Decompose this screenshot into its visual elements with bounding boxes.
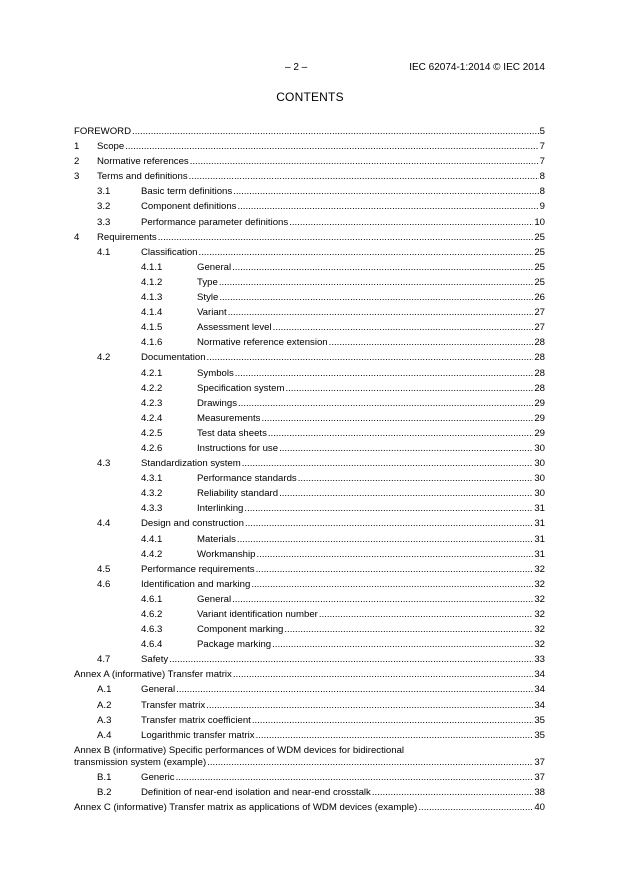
toc-entry-title: Variant — [197, 307, 227, 319]
dot-leader — [245, 516, 533, 531]
toc-entry[interactable] — [74, 743, 545, 770]
toc-entry-page: 40 — [534, 802, 545, 814]
dot-leader — [279, 441, 533, 456]
toc-entry-page: 30 — [534, 473, 545, 485]
toc-entry-title: Annex A (informative) Transfer matrix — [74, 669, 232, 681]
toc-entry-title: Basic term definitions — [141, 186, 233, 198]
toc-entry-title: Scope — [97, 141, 125, 153]
toc-entry-title: Logarithmic transfer matrix — [141, 729, 255, 741]
dot-leader — [237, 199, 538, 214]
toc-entry-page: 32 — [534, 624, 545, 636]
toc-entry-title: Measurements — [197, 412, 261, 424]
toc-entry-page: 30 — [534, 458, 545, 470]
toc-entry-number: 3 — [74, 171, 80, 183]
dot-leader — [289, 215, 533, 230]
toc-entry[interactable] — [74, 652, 545, 667]
toc-entry-number: 3.3 — [97, 216, 111, 228]
toc-entry-number: 4.2.5 — [141, 427, 163, 439]
toc-entry-page: 5 — [539, 126, 545, 137]
toc-entry[interactable] — [74, 426, 545, 441]
toc-entry-page: 31 — [534, 503, 545, 515]
toc-entry-number: 4.6 — [97, 578, 111, 590]
toc-entry-page: 31 — [534, 548, 545, 560]
toc-entry-number: 4.6.2 — [141, 609, 163, 620]
toc-entry[interactable] — [74, 139, 545, 154]
toc-entry-number: 4.2.3 — [141, 397, 163, 409]
toc-entry-page: 8 — [539, 186, 545, 198]
toc-entry-title: Terms and definitions — [97, 171, 188, 183]
toc-entry-number: 4.4.1 — [141, 533, 163, 545]
toc-entry[interactable] — [74, 577, 545, 592]
dot-leader — [244, 501, 533, 516]
toc-entry-page: 37 — [534, 756, 545, 768]
toc-entry-title: Definition of near-end isolation and near-end crosstalk — [141, 786, 371, 798]
dot-leader — [176, 770, 534, 785]
toc-entry-title: Symbols — [197, 367, 234, 379]
toc-entry[interactable] — [74, 335, 545, 350]
toc-entry-title: Normative references — [97, 156, 189, 168]
toc-entry-title: FOREWORD — [74, 126, 132, 137]
toc-entry-title: Normative reference extension — [197, 337, 328, 349]
toc-entry-title: Type — [197, 276, 218, 288]
dot-leader — [238, 396, 533, 411]
toc-entry-title: Documentation — [141, 352, 206, 364]
toc-entry-title: Workmanship — [197, 548, 256, 560]
toc-entry[interactable] — [74, 471, 545, 486]
toc-entry-number: 4.1.4 — [141, 307, 163, 319]
toc-entry-page: 37 — [534, 771, 545, 783]
toc-entry-page: 28 — [534, 382, 545, 394]
toc-entry-number: 4.1.1 — [141, 261, 163, 273]
toc-entry[interactable] — [74, 456, 545, 471]
toc-entry[interactable] — [74, 607, 545, 622]
toc-entry-number: 1 — [74, 141, 80, 153]
toc-entry-title: Drawings — [197, 397, 237, 409]
toc-entry-title: Package marking — [197, 639, 272, 651]
toc-entry-title: Test data sheets — [197, 427, 267, 439]
table-of-contents — [74, 124, 545, 815]
toc-entry-title: Assessment level — [197, 322, 272, 334]
toc-entry-title: Transfer matrix — [141, 699, 206, 711]
dot-leader — [125, 139, 538, 154]
dot-leader — [279, 486, 533, 501]
dot-leader — [272, 637, 533, 652]
toc-entry[interactable] — [74, 637, 545, 652]
toc-entry[interactable] — [74, 800, 545, 815]
toc-entry-page: 29 — [534, 412, 545, 424]
toc-entry-number: 4.1.5 — [141, 322, 163, 334]
toc-entry-page: 32 — [534, 578, 545, 590]
toc-entry-number: 4.1.2 — [141, 276, 163, 288]
toc-entry-page: 32 — [534, 639, 545, 651]
toc-entry[interactable] — [74, 441, 545, 456]
toc-entry-title: Requirements — [97, 231, 157, 243]
toc-entry-number: 4.3.3 — [141, 503, 163, 515]
toc-entry-page: 31 — [534, 518, 545, 530]
toc-entry[interactable] — [74, 562, 545, 577]
dot-leader — [176, 682, 533, 697]
toc-entry-number: 4.7 — [97, 654, 111, 666]
toc-entry[interactable] — [74, 184, 545, 199]
toc-entry[interactable] — [74, 290, 545, 305]
toc-entry-page: 34 — [534, 669, 545, 681]
dot-leader — [232, 592, 533, 607]
toc-entry-page: 32 — [534, 563, 545, 575]
toc-entry-page: 27 — [534, 307, 545, 319]
dot-leader — [235, 366, 534, 381]
dot-leader — [190, 154, 539, 169]
contents-title: CONTENTS — [276, 90, 344, 104]
toc-entry-page: 35 — [534, 729, 545, 741]
page-number: – 2 – — [285, 62, 308, 73]
toc-entry-number: 4.4.2 — [141, 548, 163, 560]
toc-entry-number: 3.2 — [97, 201, 111, 213]
toc-entry-page: 7 — [539, 141, 545, 153]
toc-entry[interactable] — [74, 215, 545, 230]
toc-entry-number: 4.2.6 — [141, 442, 163, 454]
toc-entry[interactable] — [74, 396, 545, 411]
toc-entry-page: 34 — [534, 684, 545, 696]
toc-entry-number: A.3 — [97, 714, 112, 726]
toc-entry-number: 4.5 — [97, 563, 111, 575]
toc-entry-page: 25 — [534, 231, 545, 243]
dot-leader — [319, 607, 533, 622]
toc-entry-page: 32 — [534, 609, 545, 620]
toc-entry-page: 28 — [534, 352, 545, 364]
toc-entry-page: 38 — [534, 786, 545, 798]
toc-entry[interactable] — [74, 547, 545, 562]
toc-entry-page: 9 — [539, 201, 545, 213]
dot-leader — [252, 713, 533, 728]
toc-entry-title: General — [141, 684, 176, 696]
toc-entry-number: 4.6.4 — [141, 639, 163, 651]
toc-entry-page: 30 — [534, 442, 545, 454]
toc-entry-number: 4.2 — [97, 352, 111, 364]
toc-entry-number: 3.1 — [97, 186, 111, 198]
toc-entry-number: 4.2.1 — [141, 367, 163, 379]
dot-leader — [189, 169, 539, 184]
toc-entry-title: General — [197, 261, 232, 273]
dot-leader — [207, 350, 534, 365]
toc-entry-title: Variant identification number — [197, 609, 318, 620]
toc-entry-title: Component definitions — [141, 201, 237, 213]
toc-entry-title: Identification and marking — [141, 578, 251, 590]
toc-entry-title: Annex B (informative) Specific performances of WDM devices for bidirectional — [74, 744, 405, 756]
toc-entry[interactable] — [74, 124, 545, 139]
toc-entry-page: 30 — [534, 488, 545, 500]
toc-entry-page: 25 — [534, 261, 545, 273]
toc-entry-page: 25 — [534, 246, 545, 258]
toc-entry-title: Component marking — [197, 624, 284, 636]
toc-entry-title: Performance requirements — [141, 563, 255, 575]
dot-leader — [242, 456, 534, 471]
dot-leader — [251, 577, 533, 592]
toc-entry-title: Interlinking — [197, 503, 244, 515]
dot-leader — [132, 124, 539, 139]
toc-entry[interactable] — [74, 381, 545, 396]
toc-entry-number: A.1 — [97, 684, 112, 696]
toc-entry[interactable] — [74, 154, 545, 169]
toc-entry-page: 34 — [534, 699, 545, 711]
toc-entry-number: 4.6.1 — [141, 593, 163, 605]
toc-entry-number: 4.2.2 — [141, 382, 163, 394]
toc-entry-page: 31 — [534, 533, 545, 545]
dot-leader — [268, 426, 533, 441]
toc-entry[interactable] — [74, 770, 545, 785]
toc-entry[interactable] — [74, 411, 545, 426]
dot-leader — [232, 260, 533, 275]
toc-entry-number: 4.1 — [97, 246, 111, 258]
toc-entry-number: 4 — [74, 231, 80, 243]
toc-entry-title: Transfer matrix coefficient — [141, 714, 251, 726]
toc-entry[interactable] — [74, 728, 545, 743]
toc-entry-title: Design and construction — [141, 518, 244, 530]
toc-entry[interactable] — [74, 698, 545, 713]
toc-entry-title: Performance standards — [197, 473, 297, 485]
toc-entry[interactable] — [74, 245, 545, 260]
dot-leader — [169, 652, 533, 667]
toc-entry-page: 10 — [534, 216, 545, 228]
dot-leader — [372, 785, 533, 800]
toc-entry-title: Performance parameter definitions — [141, 216, 289, 228]
toc-entry-number: 4.3.1 — [141, 473, 163, 485]
toc-entry-number: 4.1.3 — [141, 292, 163, 304]
toc-entry-number: 4.1.6 — [141, 337, 163, 349]
toc-entry-page: 29 — [534, 427, 545, 439]
toc-entry-page: 33 — [534, 654, 545, 666]
dot-leader — [158, 230, 534, 245]
toc-entry-number: A.4 — [97, 729, 112, 741]
toc-entry-number: 4.2.4 — [141, 412, 163, 424]
dot-leader — [219, 275, 534, 290]
toc-entry[interactable] — [74, 501, 545, 516]
dot-leader — [329, 335, 534, 350]
toc-entry-number: B.2 — [97, 786, 112, 798]
toc-entry-title-continued: transmission system (example) — [74, 756, 207, 768]
toc-entry-page: 8 — [539, 171, 545, 183]
dot-leader — [206, 698, 533, 713]
toc-entry-number: 2 — [74, 156, 80, 168]
toc-entry[interactable] — [74, 199, 545, 214]
toc-entry-title: Materials — [197, 533, 236, 545]
toc-entry-title: Reliability standard — [197, 488, 279, 500]
toc-entry-page: 28 — [534, 367, 545, 379]
toc-entry-number: 4.3.2 — [141, 488, 163, 500]
dot-leader — [228, 305, 534, 320]
dot-leader — [199, 245, 534, 260]
toc-entry-number: 4.4 — [97, 518, 111, 530]
toc-entry-page: 7 — [539, 156, 545, 168]
toc-entry-page: 26 — [534, 292, 545, 304]
dot-leader — [418, 800, 533, 815]
toc-entry-page: 32 — [534, 593, 545, 605]
dot-leader — [207, 755, 533, 770]
dot-leader — [298, 471, 534, 486]
toc-entry-number: 4.3 — [97, 458, 111, 470]
toc-entry-number: B.1 — [97, 771, 112, 783]
dot-leader — [256, 562, 534, 577]
toc-entry[interactable] — [74, 713, 545, 728]
toc-entry[interactable] — [74, 667, 545, 682]
toc-entry-title: Style — [197, 292, 219, 304]
toc-entry-title: Safety — [141, 654, 169, 666]
toc-entry-title: Annex C (informative) Transfer matrix as applications of WDM devices (example) — [74, 802, 418, 814]
dot-leader — [237, 532, 533, 547]
toc-entry-title: General — [197, 593, 232, 605]
toc-entry-page: 27 — [534, 322, 545, 334]
toc-entry[interactable] — [74, 516, 545, 531]
dot-leader — [261, 411, 533, 426]
dot-leader — [273, 320, 534, 335]
toc-entry-title: Instructions for use — [197, 442, 279, 454]
document-reference: IEC 62074-1:2014 © IEC 2014 — [409, 62, 545, 73]
dot-leader — [233, 667, 534, 682]
toc-entry[interactable] — [74, 320, 545, 335]
toc-entry-page: 25 — [534, 276, 545, 288]
toc-entry-page: 28 — [534, 337, 545, 349]
toc-entry[interactable] — [74, 486, 545, 501]
toc-entry-title: Classification — [141, 246, 198, 258]
dot-leader — [285, 381, 533, 396]
toc-entry[interactable] — [74, 592, 545, 607]
toc-entry[interactable] — [74, 532, 545, 547]
toc-entry[interactable] — [74, 350, 545, 365]
toc-entry-title: Generic — [141, 771, 175, 783]
toc-entry[interactable] — [74, 622, 545, 637]
toc-entry-number: A.2 — [97, 699, 112, 711]
toc-entry[interactable] — [74, 682, 545, 697]
toc-entry-page: 29 — [534, 397, 545, 409]
toc-entry[interactable] — [74, 169, 545, 184]
dot-leader — [219, 290, 533, 305]
toc-entry[interactable] — [74, 230, 545, 245]
toc-entry[interactable] — [74, 275, 545, 290]
toc-entry-page: 35 — [534, 714, 545, 726]
dot-leader — [256, 547, 533, 562]
page-header — [0, 62, 620, 76]
toc-entry[interactable] — [74, 260, 545, 275]
toc-entry-title: Specification system — [197, 382, 285, 394]
toc-entry[interactable] — [74, 305, 545, 320]
toc-entry[interactable] — [74, 785, 545, 800]
toc-entry-title: Standardization system — [141, 458, 241, 470]
toc-entry[interactable] — [74, 366, 545, 381]
dot-leader — [284, 622, 533, 637]
dot-leader — [256, 728, 534, 743]
toc-entry-number: 4.6.3 — [141, 624, 163, 636]
dot-leader — [233, 184, 538, 199]
